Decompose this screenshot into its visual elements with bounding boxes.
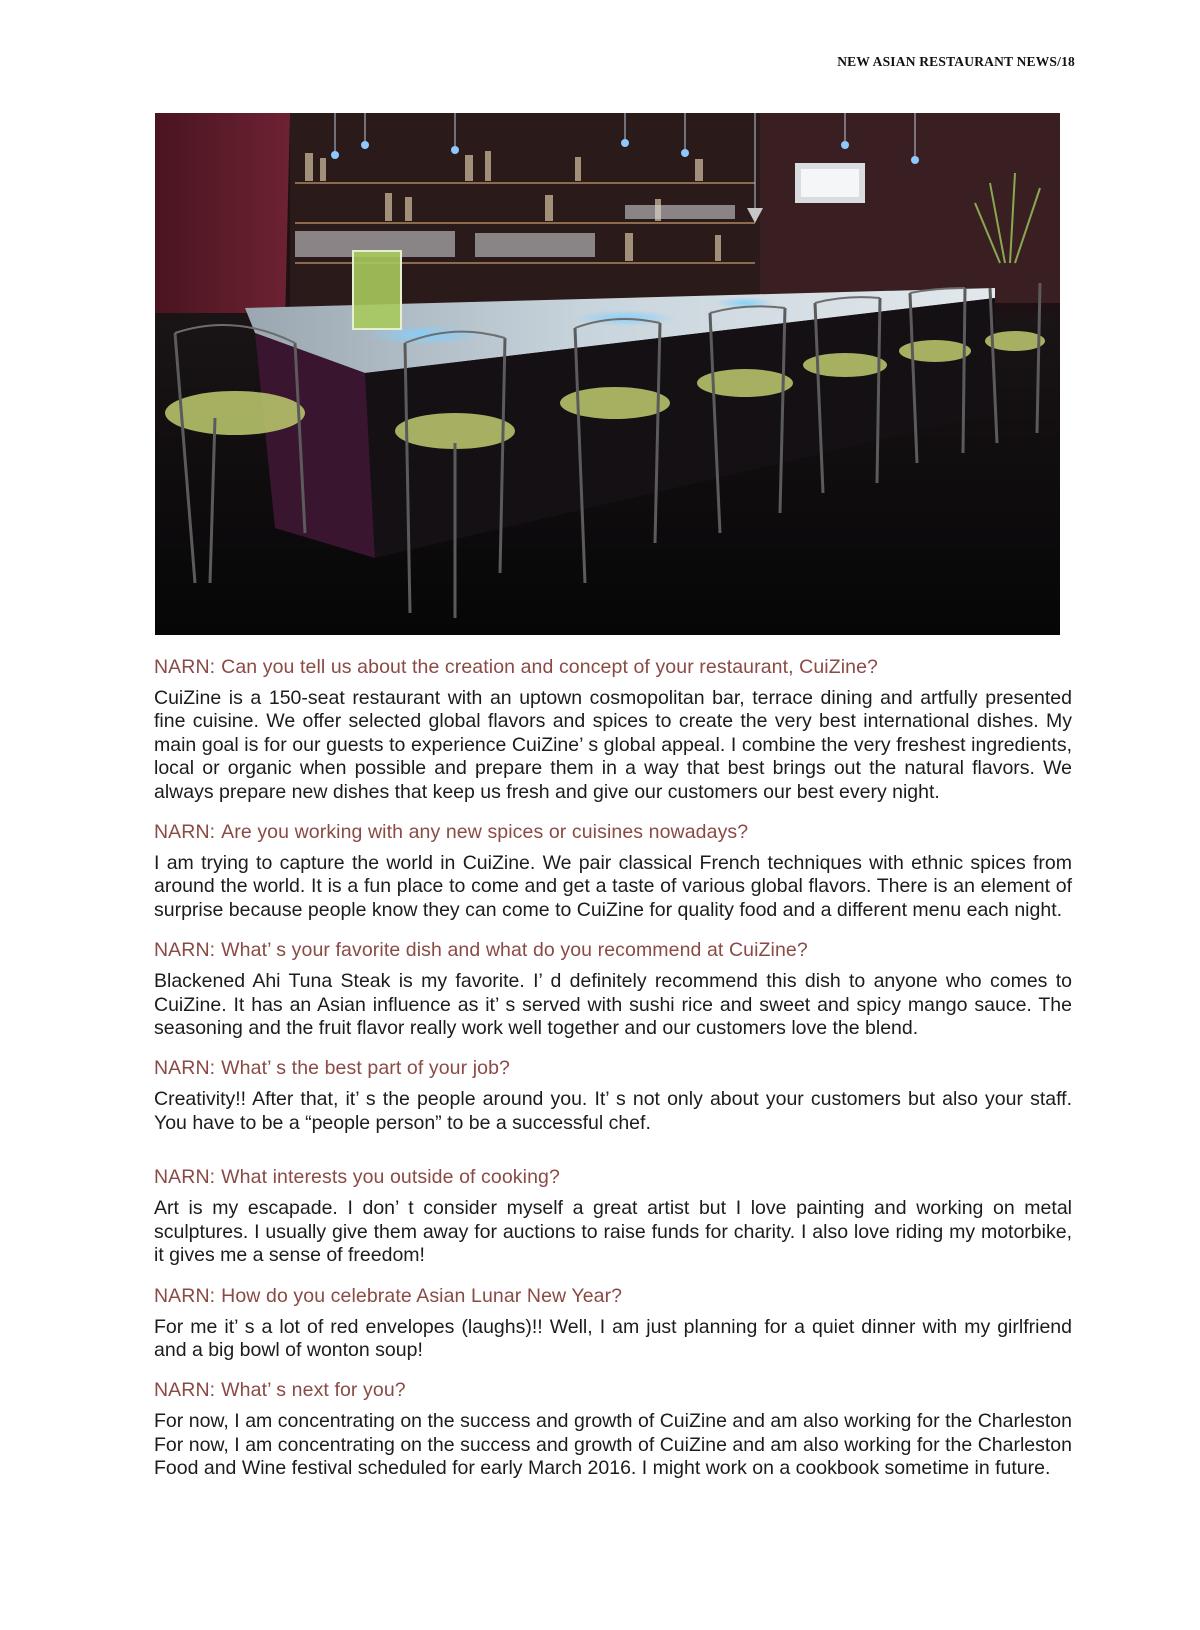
interview-answer: CuiZine is a 150-seat restaurant with an uptown cosmopolitan bar, terrace dining and artfully presented fine cuisine. We offer selected global flavors and spices to create the very best international dishes. My main goal is for our guests to experience CuiZine’ s global appeal. I combine the very freshest ingredients, local or organic when possible and prepare them in a way that best brings out the natural flavors. We always prepare new dishes that keep us fresh and give our customers our best every night. [154, 687, 1072, 803]
interview-question [154, 1056, 1072, 1080]
interview-answer: For me it’ s a lot of red envelopes (laughs)!! Well, I am just planning for a quiet dinner with my girlfriend and a big bowl of wonton soup! [154, 1315, 1072, 1361]
interview-question [154, 1165, 1072, 1189]
question-text: Can you tell us about the creation and concept of your restaurant, CuiZine? [221, 656, 878, 678]
interview-item [154, 1378, 1072, 1480]
interview-answer: Blackened Ahi Tuna Steak is my favorite. I’ d definitely recommend this dish to anyone who comes to CuiZine. It has an Asian influence as it’ s served with sushi rice and sweet and spicy mango sauce. The seasoning and the fruit flavor really work well together and our customers love the blend. [154, 970, 1072, 1040]
interview-item [154, 1284, 1072, 1363]
interview-item [154, 938, 1072, 1040]
interview-answer: For now, I am concentrating on the success and growth of CuiZine and am also working for the Charleston For now, I am concentrating on the success and growth of CuiZine and am also working for the Charleston Food and Wine festival scheduled for early March 2016. I might work on a cookbook sometime in future. [154, 1410, 1072, 1480]
interviewer-tag: NARN: [154, 1166, 216, 1189]
interviewer-tag: NARN: [154, 1284, 216, 1307]
interview-question [154, 820, 1072, 844]
interviewer-tag: NARN: [154, 1379, 216, 1402]
interview-article [154, 655, 1072, 1497]
interviewer-tag: NARN: [154, 656, 216, 678]
interview-question [154, 1284, 1072, 1308]
restaurant-bar-photo [155, 113, 1060, 635]
interview-answer: Creativity!! After that, it’ s the people around you. It’ s not only about your customers but also your staff. You have to be a “people person” to be a successful chef. [154, 1088, 1072, 1134]
running-head: NEW ASIAN RESTAURANT NEWS/18 [837, 54, 1075, 69]
interviewer-tag: NARN: [154, 1057, 216, 1080]
interview-question [154, 938, 1072, 962]
question-text: What’ s your favorite dish and what do you recommend at CuiZine? [221, 939, 808, 962]
interview-item [154, 820, 1072, 922]
question-text: What’ s the best part of your job? [221, 1057, 510, 1080]
interview-question [154, 655, 1072, 679]
interview-question [154, 1378, 1072, 1402]
question-text: Are you working with any new spices or cuisines nowadays? [221, 821, 749, 844]
interviewer-tag: NARN: [154, 821, 216, 844]
interview-item [154, 1056, 1072, 1135]
interview-answer: I am trying to capture the world in CuiZine. We pair classical French techniques with ethnic spices from around the world. It is a fun place to come and get a taste of various global flavors. There is an element of surprise because people know they can come to CuiZine for quality food and a different menu each night. [154, 852, 1072, 921]
interview-answer: Art is my escapade. I don’ t consider myself a great artist but I love painting and working on metal sculptures. I usually give them away for auctions to raise funds for charity. I also love riding my motorbike, it gives me a sense of freedom! [154, 1197, 1072, 1267]
question-text: What’ s next for you? [221, 1379, 406, 1402]
interviewer-tag: NARN: [154, 939, 216, 962]
interview-item [154, 1165, 1072, 1267]
interview-item [154, 655, 1072, 804]
question-text: How do you celebrate Asian Lunar New Year? [221, 1284, 623, 1307]
question-text: What interests you outside of cooking? [221, 1166, 560, 1189]
